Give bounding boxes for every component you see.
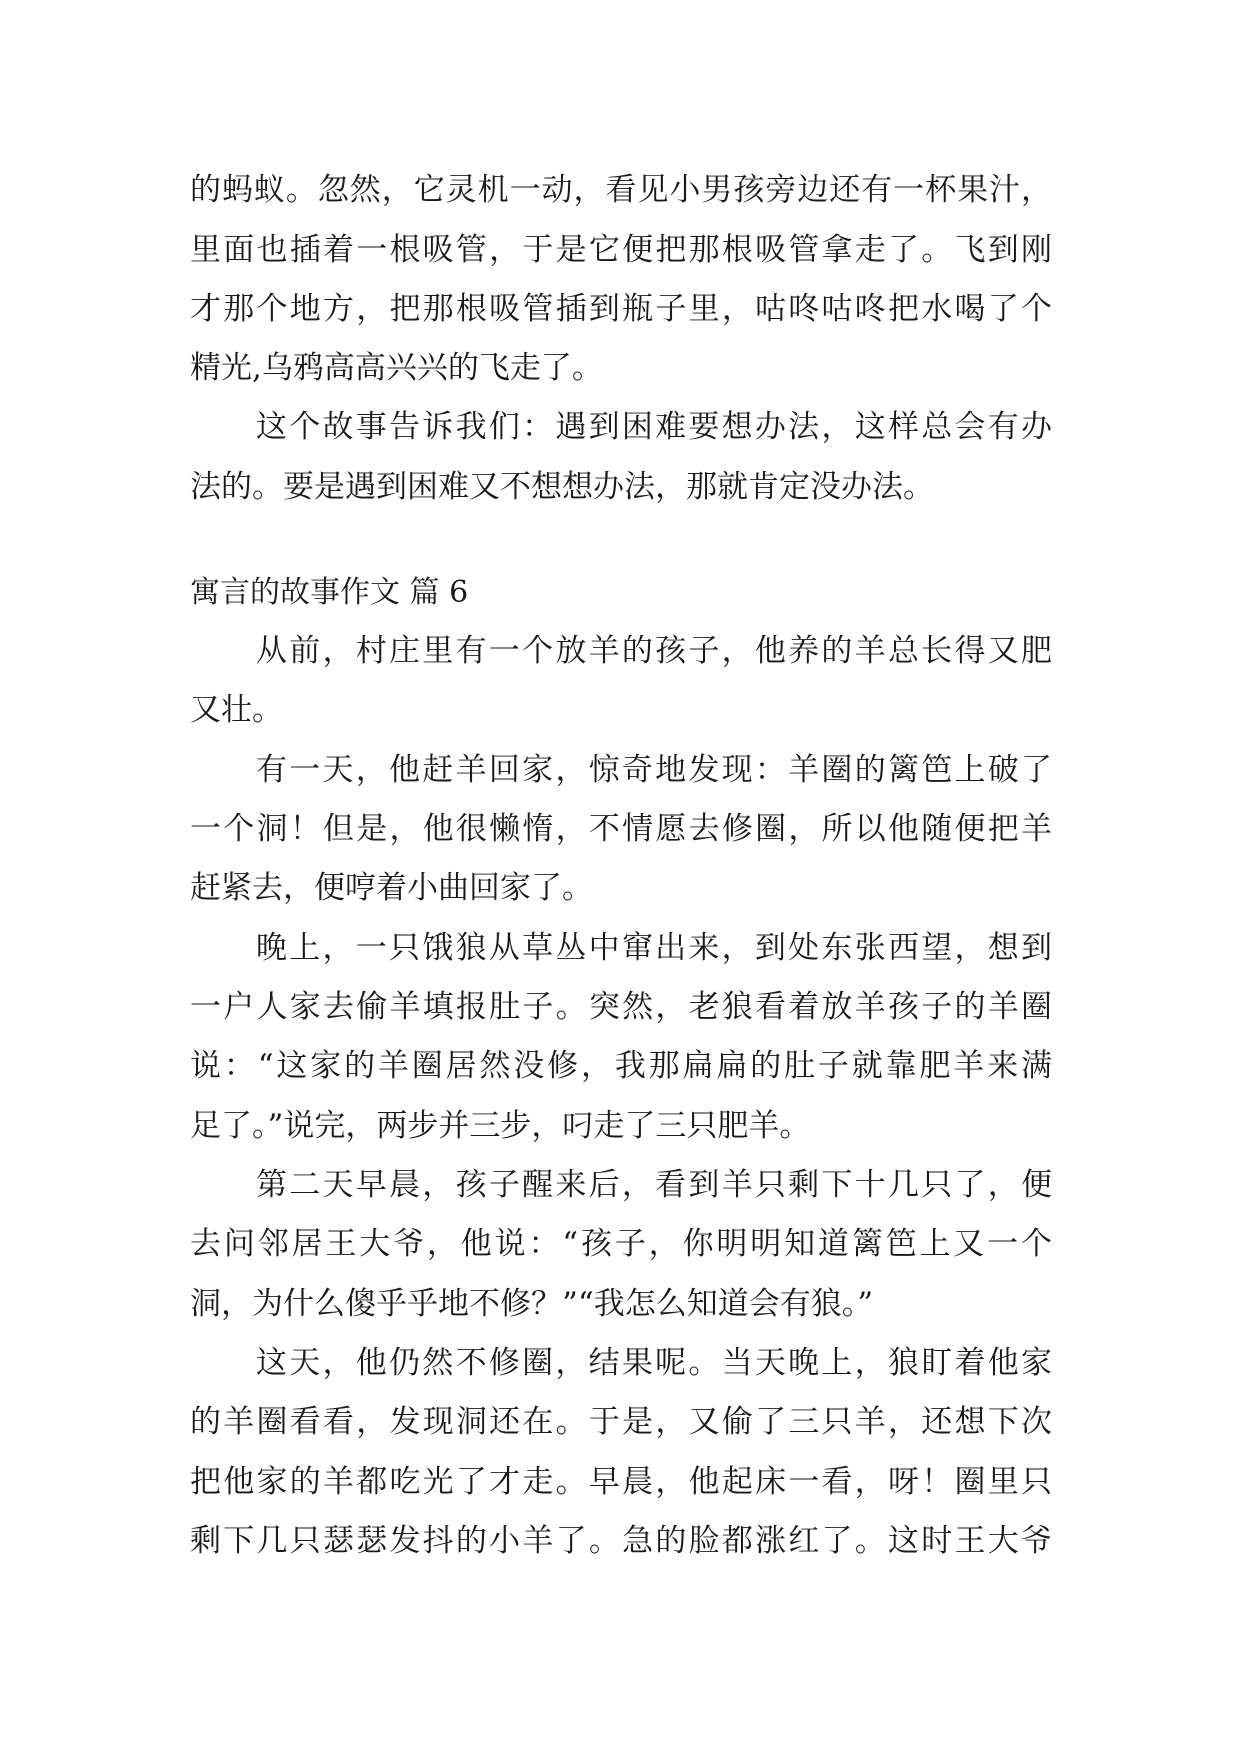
text-line: 又壮。 — [190, 692, 283, 728]
text-line: 一户人家去偷羊填报肚子。突然，老狼看着放羊孩子的羊圈 — [190, 989, 1052, 1025]
text-line: 这个故事告诉我们：遇到困难要想办法，这样总会有办 — [256, 409, 1052, 445]
text-line: 一个洞！但是，他很懒惰，不情愿去修圈，所以他随便把羊 — [190, 811, 1052, 847]
text-line: 第二天早晨，孩子醒来后，看到羊只剩下十几只了，便 — [256, 1167, 1052, 1203]
text-line: 的羊圈看看，发现洞还在。于是，又偷了三只羊，还想下次 — [190, 1404, 1052, 1440]
text-line: 赶紧去，便哼着小曲回家了。 — [190, 870, 593, 906]
text-line: 说：“这家的羊圈居然没修，我那扁扁的肚子就靠肥羊来满 — [190, 1048, 1052, 1084]
text-line: 有一天，他赶羊回家，惊奇地发现：羊圈的篱笆上破了 — [256, 752, 1052, 788]
text-line: 晚上，一只饿狼从草丛中窜出来，到处东张西望，想到 — [256, 930, 1052, 966]
text-line: 剩下几只瑟瑟发抖的小羊了。急的脸都涨红了。这时王大爷 — [190, 1523, 1052, 1559]
text-line: 把他家的羊都吃光了才走。早晨，他起床一看，呀！圈里只 — [190, 1464, 1052, 1500]
text-line: 精光,乌鸦高高兴兴的飞走了。 — [190, 350, 603, 386]
text-line: 的蚂蚁。忽然，它灵机一动，看见小男孩旁边还有一杯果汁， — [190, 172, 1052, 208]
text-line: 法的。要是遇到困难又不想想办法，那就肯定没办法。 — [190, 469, 934, 505]
text-line: 才那个地方，把那根吸管插到瓶子里，咕咚咕咚把水喝了个 — [190, 291, 1052, 327]
text-line: 里面也插着一根吸管，于是它便把那根吸管拿走了。飞到刚 — [190, 232, 1052, 268]
text-line: 去问邻居王大爷，他说：“孩子，你明明知道篱笆上又一个 — [190, 1226, 1052, 1262]
text-line: 洞，为什么傻乎乎地不修？”“我怎么知道会有狼。” — [190, 1286, 874, 1322]
section-heading: 寓言的故事作文 篇 6 — [190, 575, 469, 610]
text-line: 这天，他仍然不修圈，结果呢。当天晚上，狼盯着他家 — [256, 1345, 1052, 1381]
text-line: 足了。”说完，两步并三步，叼走了三只肥羊。 — [190, 1108, 811, 1144]
text-line: 从前，村庄里有一个放羊的孩子，他养的羊总长得又肥 — [256, 633, 1052, 669]
